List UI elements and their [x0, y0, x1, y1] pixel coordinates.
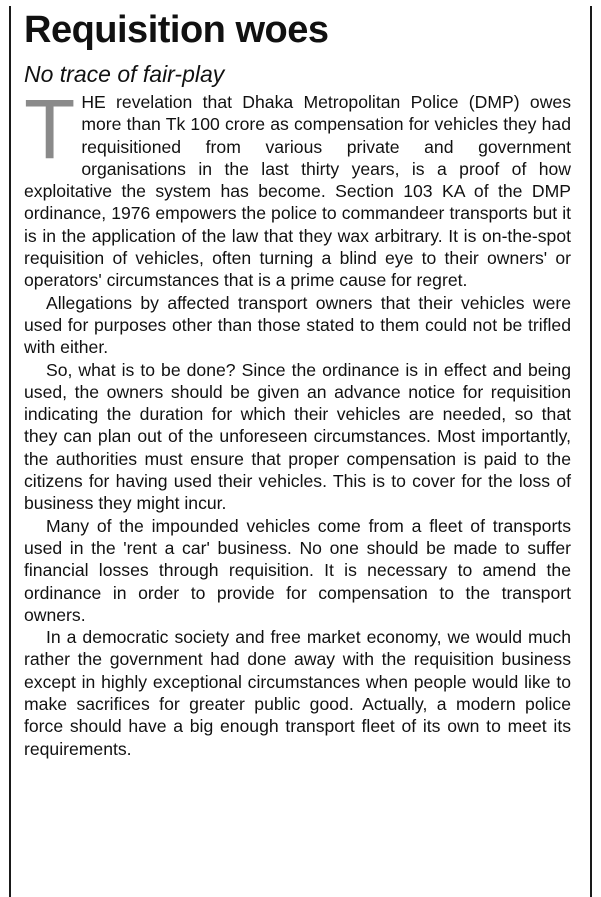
article-paragraph-1	[24, 82, 571, 292]
editorial-article	[24, 6, 571, 760]
left-column-rule	[9, 6, 11, 897]
article-paragraph-3: So, what is to be done? Since the ordinance is in effect and being used, the owners should be given an advance notice for requisition indicating the duration for which their vehicles are needed, so that they can plan out of the unforeseen circumstances. Most importantly, the authorities must ensure that proper compensation is paid to the citizens for having used their vehicles. This is to cover for the loss of business they might incur.	[24, 359, 571, 514]
drop-cap: T	[24, 82, 76, 176]
article-paragraph-4: Many of the impounded vehicles come from a fleet of transports used in the 'rent a car' business. No one should be made to suffer financial losses through requisition. It is necessary to amend the ordinance in order to provide for compensation to the transport owners.	[24, 515, 571, 625]
article-subheadline: No trace of fair-play	[24, 61, 225, 87]
paragraph-1-text: HE revelation that Dhaka Metropolitan Police (DMP) owes more than Tk 100 crore as compensation for vehicles they had requisitioned from various private and government organisations in the last thirty years, is a proof of how exploitative the system has become. Section 103 KA of the DMP ordinance, 1976 empowers the police to commandeer transports but it is in the application of the law that they wax arbitrary. It is on-the-spot requisition of vehicles, often turning a blind eye to their owners' or operators' circumstances that is a prime cause for regret.	[24, 92, 571, 291]
right-column-rule	[590, 6, 592, 897]
article-headline: Requisition woes	[24, 9, 329, 51]
article-paragraph-5: In a democratic society and free market economy, we would much rather the government had done away with the requisition business except in highly exceptional circumstances when people would like to make sacrifices for greater public good. Actually, a modern police force should have a big enough transport fleet of its own to meet its requirements.	[24, 627, 571, 759]
article-paragraph-2: Allegations by affected transport owners that their vehicles were used for purposes other than those stated to them could not be trifled with either.	[24, 292, 571, 358]
article-body	[24, 82, 571, 760]
